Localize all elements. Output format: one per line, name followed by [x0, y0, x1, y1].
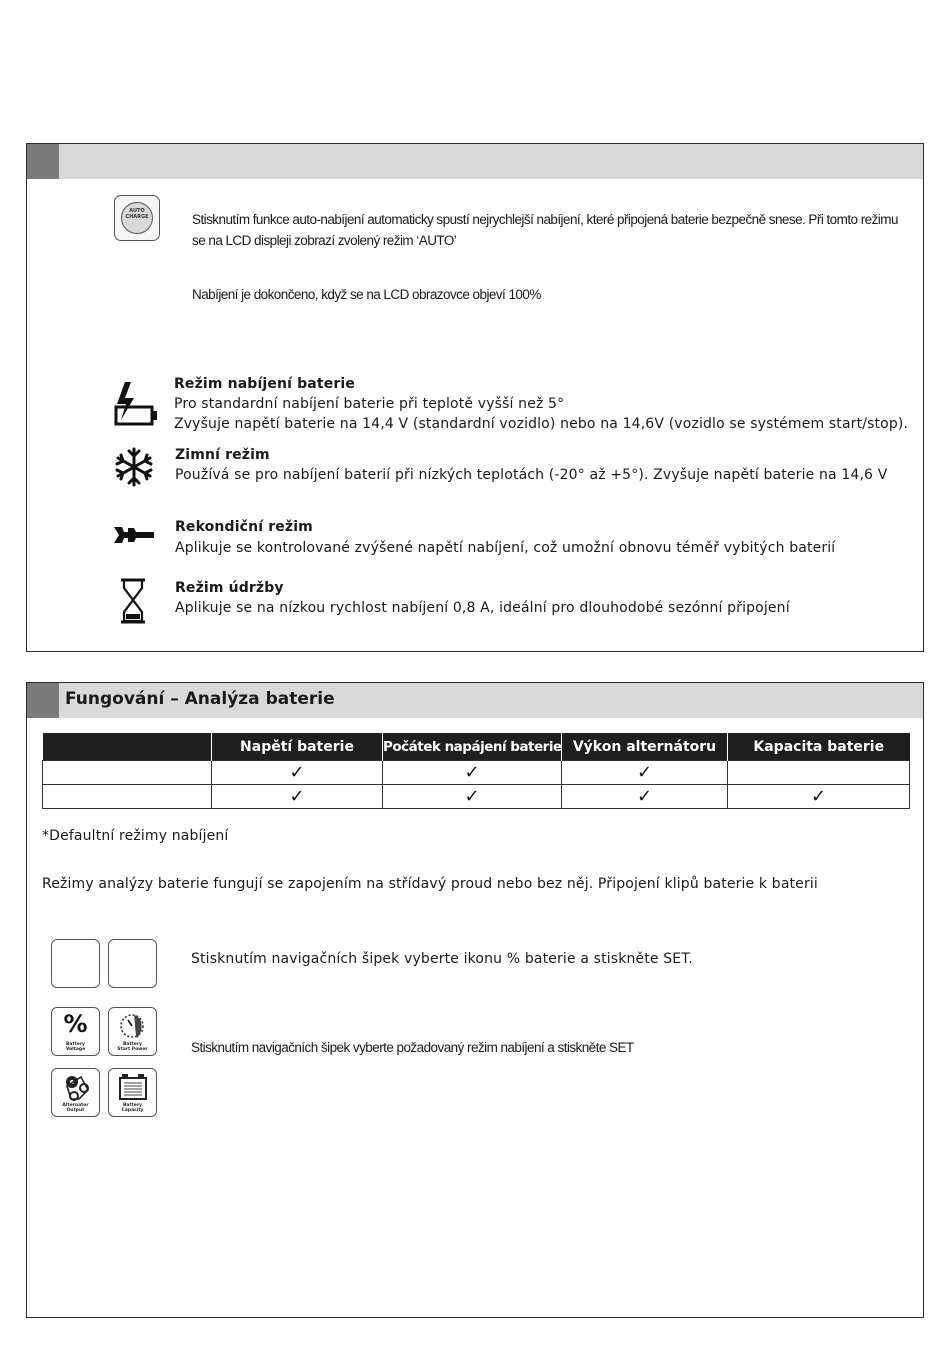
battery-voltage-mode-button[interactable]: [51, 1007, 100, 1056]
auto-charge-description: Stisknutím funkce auto-nabíjení automaticky spustí nejrychlejší nabíjení, které připojená baterie bezpečně snese. Při tomto režimu se na LCD displeji zobrazí zvolený režim ‘AUTO’: [192, 212, 898, 248]
auto-charge-button[interactable]: [114, 195, 160, 241]
mode-caption: Battery Voltage: [65, 1042, 86, 1052]
header-tab-marker: [27, 683, 59, 718]
analysis-intro-text: Režimy analýzy baterie fungují se zapojením na střídavý proud nebo bez něj. Připojení klipů baterie k baterii: [42, 876, 818, 892]
auto-charge-label: AUTO CHARGE: [125, 208, 149, 220]
mode-desc-recondition: Aplikuje se kontrolované zvýšené napětí nabíjení, což umožní obnovu téměř vybitých baterií: [175, 540, 836, 556]
battery-capacity-icon: [118, 1073, 148, 1101]
mode-title-battery-charging: Režim nabíjení baterie: [174, 376, 356, 392]
column-header: [43, 733, 212, 761]
column-header: Napětí baterie: [212, 733, 383, 761]
battery-start-power-mode-button[interactable]: [108, 1007, 157, 1056]
table-header-row: [43, 733, 910, 761]
mode-title-maintenance: Režim údržby: [175, 580, 284, 596]
checkmark-cell: ✓: [728, 785, 910, 809]
table-row: [43, 785, 910, 809]
mode-desc-battery-charging-2: Zvyšuje napětí baterie na 14,4 V (standardní vozidlo) nebo na 14,6V (vozidlo se systémem start/stop).: [174, 416, 909, 432]
column-header: Výkon alternátoru: [562, 733, 728, 761]
mode-title-recondition: Rekondiční režim: [175, 519, 313, 535]
mode-caption: Battery Start Power: [117, 1042, 148, 1052]
panel-header-bar: [27, 144, 923, 179]
header-tab-marker: [27, 144, 59, 179]
checkmark-cell: ✓: [562, 785, 728, 809]
analysis-mode-table: [42, 733, 910, 809]
alternator-output-mode-button[interactable]: [51, 1068, 100, 1117]
navigation-arrow-key[interactable]: [51, 939, 100, 988]
battery-charging-icon: [112, 380, 160, 428]
table-cell: [43, 761, 212, 785]
percent-icon: %: [63, 1010, 88, 1038]
table-row: [43, 761, 910, 785]
mode-desc-winter: Používá se pro nabíjení baterií při nízkých teplotách (-20° až +5°). Zvyšuje napětí baterie na 14,6 V: [175, 467, 888, 483]
column-header: Počátek napájení baterie: [383, 733, 562, 761]
default-modes-footnote: *Defaultní režimy nabíjení: [42, 828, 229, 844]
mode-caption: Battery Capacity: [121, 1103, 144, 1113]
navigation-arrow-key[interactable]: [108, 939, 157, 988]
checkmark-cell: ✓: [383, 785, 562, 809]
checkmark-cell: ✓: [212, 785, 383, 809]
wrench-icon: [112, 523, 156, 547]
hourglass-icon: [120, 578, 146, 624]
panel-title: Fungování – Analýza baterie: [65, 689, 335, 709]
panel-header-bar: [27, 683, 923, 718]
column-header: Kapacita baterie: [728, 733, 910, 761]
checkmark-cell: ✓: [212, 761, 383, 785]
table-cell: [43, 785, 212, 809]
mode-desc-battery-charging-1: Pro standardní nabíjení baterie při teplotě vyšší než 5°: [174, 396, 565, 412]
checkmark-cell: [728, 761, 910, 785]
checkmark-cell: ✓: [562, 761, 728, 785]
mode-title-winter: Zimní režim: [175, 447, 270, 463]
alternator-belt-icon: [62, 1072, 92, 1102]
mode-caption: Alternator Output: [62, 1103, 89, 1113]
mode-desc-maintenance: Aplikuje se na nízkou rychlost nabíjení 0,8 A, ideální pro dlouhodobé sezónní připojení: [175, 600, 790, 616]
checkmark-cell: ✓: [383, 761, 562, 785]
step-select-battery-icon: Stisknutím navigačních šipek vyberte ikonu % baterie a stiskněte SET.: [191, 951, 693, 967]
battery-capacity-mode-button[interactable]: [108, 1068, 157, 1117]
gauge-icon: [119, 1011, 147, 1041]
step-select-charge-mode: Stisknutím navigačních šipek vyberte požadovaný režim nabíjení a stiskněte SET: [191, 1040, 634, 1055]
snowflake-icon: [114, 447, 154, 487]
charge-complete-text: Nabíjení je dokončeno, když se na LCD obrazovce objeví 100%: [192, 287, 541, 302]
